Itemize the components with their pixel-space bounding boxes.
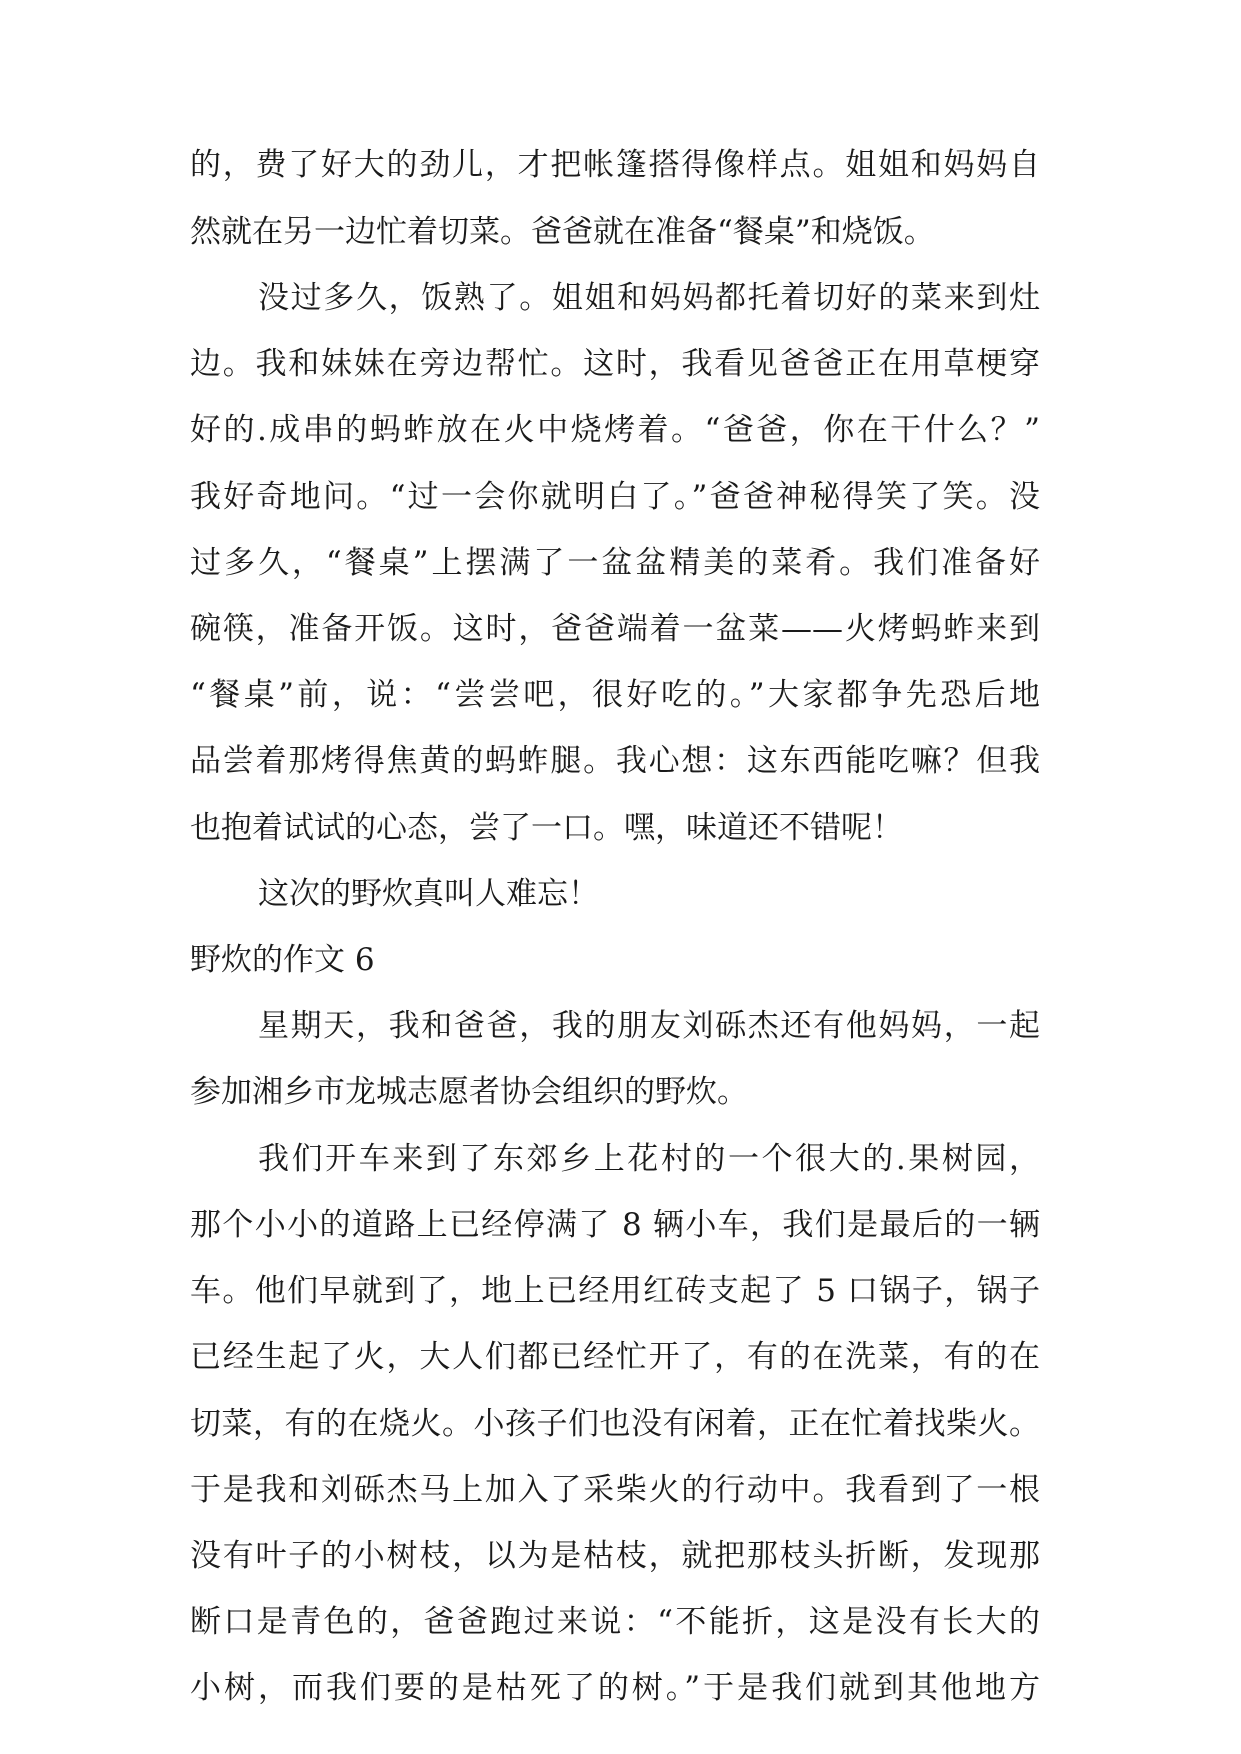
text-line: 的，费了好大的劲儿，才把帐篷搭得像样点。姐姐和妈妈自 [190, 147, 1040, 183]
text-line: 我们开车来到了东郊乡上花村的一个很大的.果树园， [258, 1141, 1040, 1177]
text-line: 参加湘乡市龙城志愿者协会组织的野炊。 [190, 1074, 748, 1110]
text-line: 星期天，我和爸爸，我的朋友刘砾杰还有他妈妈，一起 [258, 1008, 1040, 1044]
section-heading: 野炊的作文 6 [190, 942, 375, 978]
text-line: 断口是青色的，爸爸跑过来说：“不能折，这是没有长大的 [190, 1604, 1040, 1640]
text-line: 然就在另一边忙着切菜。爸爸就在准备“餐桌”和烧饭。 [190, 214, 935, 250]
text-line: 切菜，有的在烧火。小孩子们也没有闲着，正在忙着找柴火。 [190, 1406, 1040, 1442]
text-line: 边。我和妹妹在旁边帮忙。这时，我看见爸爸正在用草梗穿 [190, 346, 1040, 382]
text-line: 碗筷，准备开饭。这时，爸爸端着一盆菜——火烤蚂蚱来到 [190, 611, 1040, 647]
text-line: 也抱着试试的心态，尝了一口。嘿，味道还不错呢！ [190, 810, 903, 846]
text-line: 好的.成串的蚂蚱放在火中烧烤着。“爸爸，你在干什么？” [190, 412, 1040, 448]
text-line: 于是我和刘砾杰马上加入了采柴火的行动中。我看到了一根 [190, 1472, 1040, 1508]
text-line: 车。他们早就到了，地上已经用红砖支起了 5 口锅子，锅子 [190, 1273, 1040, 1309]
text-line: 过多久，“餐桌”上摆满了一盆盆精美的菜肴。我们准备好 [190, 545, 1040, 581]
text-line: 我好奇地问。“过一会你就明白了。”爸爸神秘得笑了笑。没 [190, 479, 1040, 515]
text-line: 没有叶子的小树枝，以为是枯枝，就把那枝头折断，发现那 [190, 1538, 1040, 1574]
text-line: 这次的野炊真叫人难忘！ [258, 876, 599, 912]
text-line: “餐桌”前，说：“尝尝吧，很好吃的。”大家都争先恐后地 [190, 677, 1040, 713]
text-line: 品尝着那烤得焦黄的蚂蚱腿。我心想：这东西能吃嘛？但我 [190, 743, 1040, 779]
text-line: 已经生起了火，大人们都已经忙开了，有的在洗菜，有的在 [190, 1339, 1040, 1375]
text-line: 那个小小的道路上已经停满了 8 辆小车，我们是最后的一辆 [190, 1207, 1040, 1243]
text-line: 小树，而我们要的是枯死了的树。”于是我们就到其他地方 [190, 1670, 1040, 1706]
text-line: 没过多久，饭熟了。姐姐和妈妈都托着切好的菜来到灶 [258, 280, 1040, 316]
